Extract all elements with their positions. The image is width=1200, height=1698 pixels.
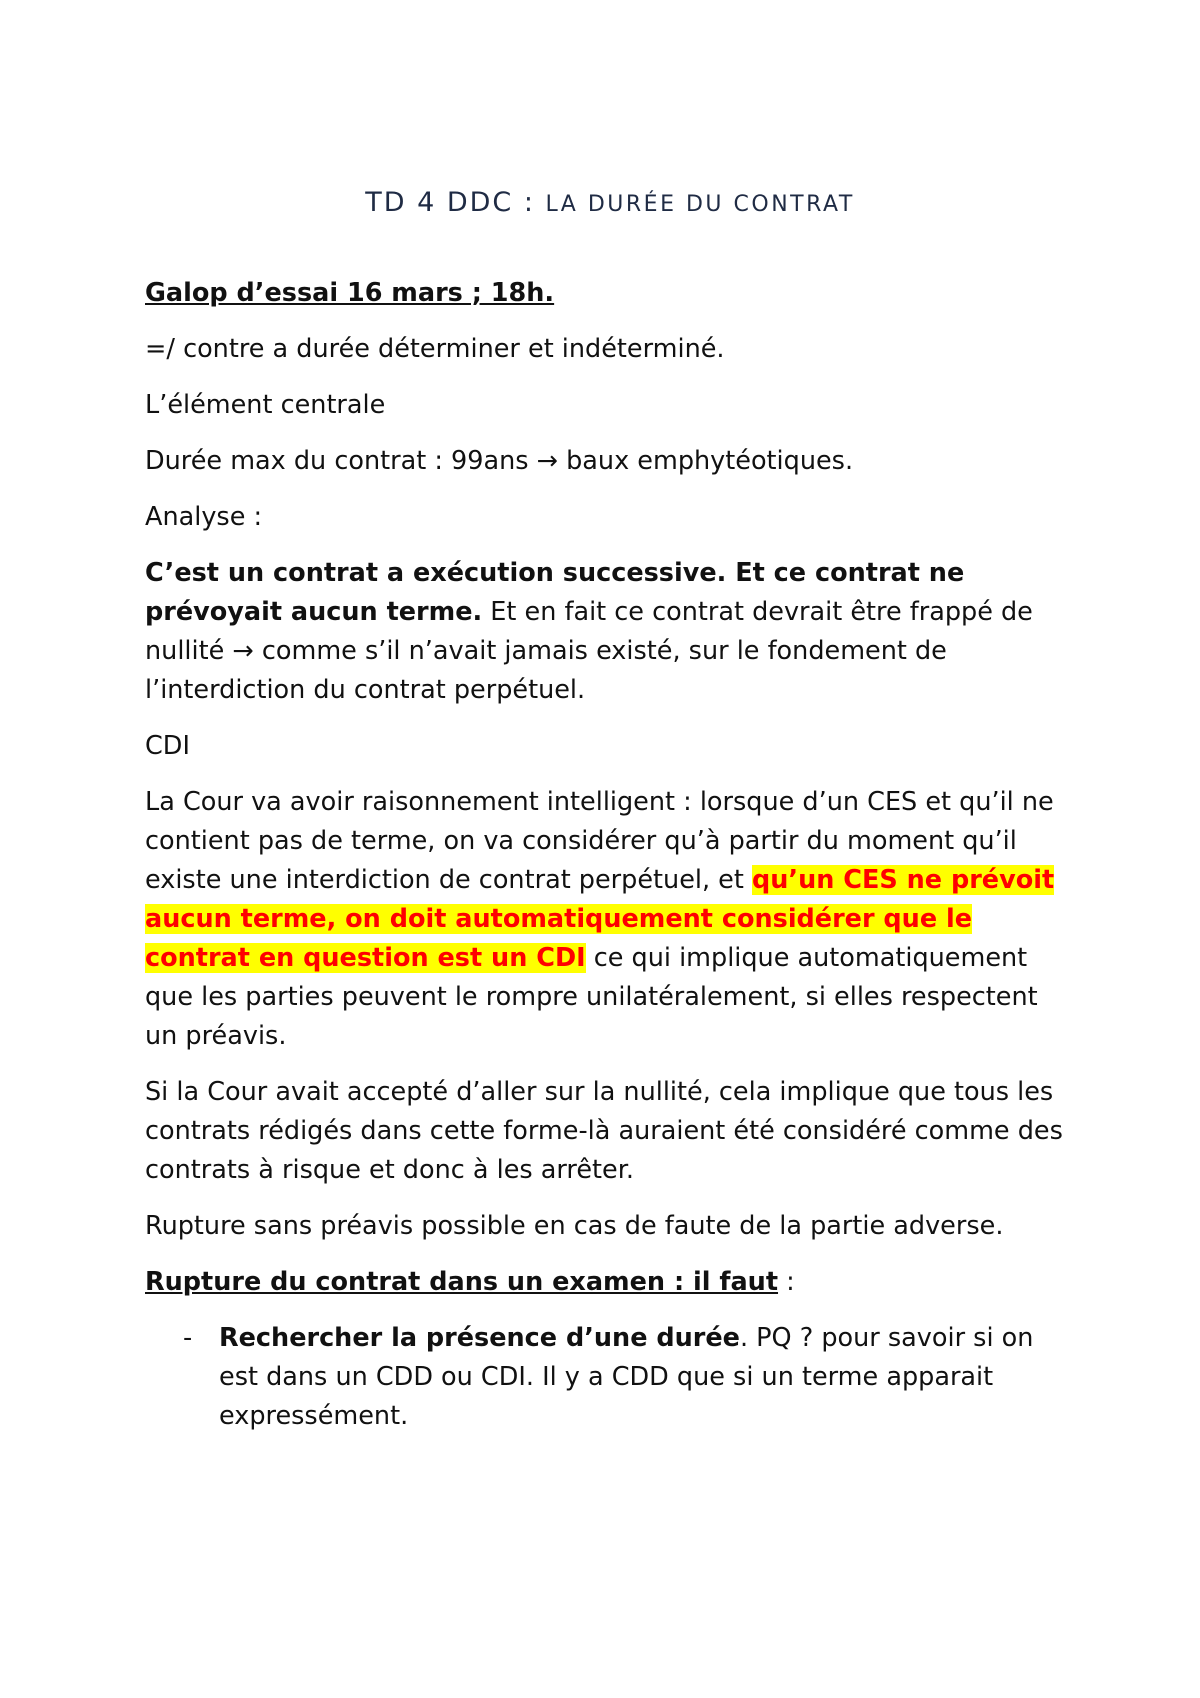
heading-rupture [145,1263,1065,1302]
cour-raisonnement-text1: La Cour va avoir raisonnement intelligent : lorsque d’un CES et qu’il ne contient pas de terme, on va considérer qu’à partir du moment qu’il existe une interdiction de contrat perpétuel, et [145,787,1054,895]
contrat-execution-text1: Et en fait ce contrat devrait être frappé de nullité [145,597,1033,666]
contrat-execution-bold: C’est un contrat a exécution successive. Et ce contrat ne prévoyait aucun terme. [145,558,965,627]
paragraph-nullite: Si la Cour avait accepté d’aller sur la nullité, cela implique que tous les contrats rédigés dans cette forme-là auraient été considéré comme des contrats à risque et donc à les arrêter. [145,1077,1063,1185]
title-small-caps: LA DURÉE DU CONTRAT [545,192,855,217]
contrat-execution-text2: comme s’il n’avait jamais existé, sur le fondement de l’interdiction du contrat perpétuel. [145,636,947,705]
heading-rupture-rest: : [778,1267,795,1297]
title-main: TD 4 DDC : [365,187,546,218]
paragraph-duree-max [145,442,1065,481]
list-item-bold: Rechercher la présence d’une durée [219,1323,740,1353]
document-title [145,185,1075,223]
paragraph-cour-raisonnement [145,783,1065,1056]
list-item-text: . PQ ? pour savoir si on est dans un CDD ou CDI. Il y a CDD que si un terme apparait expressément. [219,1323,1034,1431]
paragraph-element-centrale: L’élément centrale [145,390,386,420]
paragraph-rupture-sans-preavis: Rupture sans préavis possible en cas de faute de la partie adverse. [145,1211,1004,1241]
list-marker: - [183,1323,193,1353]
duree-max-text: Durée max du contrat : 99ans [145,446,537,476]
paragraph-analyse: Analyse : [145,502,263,532]
paragraph-contrat-execution [145,554,1065,710]
list-item [145,1319,1065,1436]
highlighted-text: qu’un CES ne prévoit aucun terme, on doit automatiquement considérer que le contrat en question est un CDI [145,865,1055,973]
heading-galop-text: Galop d’essai 16 mars ; 18h. [145,278,555,308]
heading-rupture-underlined: Rupture du contrat dans un examen : il faut [145,1267,779,1297]
duree-max-after: baux emphytéotiques. [558,446,854,476]
paragraph-contre: =/ contre a durée déterminer et indéterminé. [145,334,725,364]
arrow-icon: → [536,446,559,476]
arrow-icon: → [232,636,254,666]
document-body [145,274,1065,1453]
heading-galop [145,274,1065,313]
cour-raisonnement-text2: ce qui implique automatiquement que les parties peuvent le rompre unilatéralement, si elles respectent un préavis. [145,943,1038,1051]
paragraph-cdi: CDI [145,731,190,761]
